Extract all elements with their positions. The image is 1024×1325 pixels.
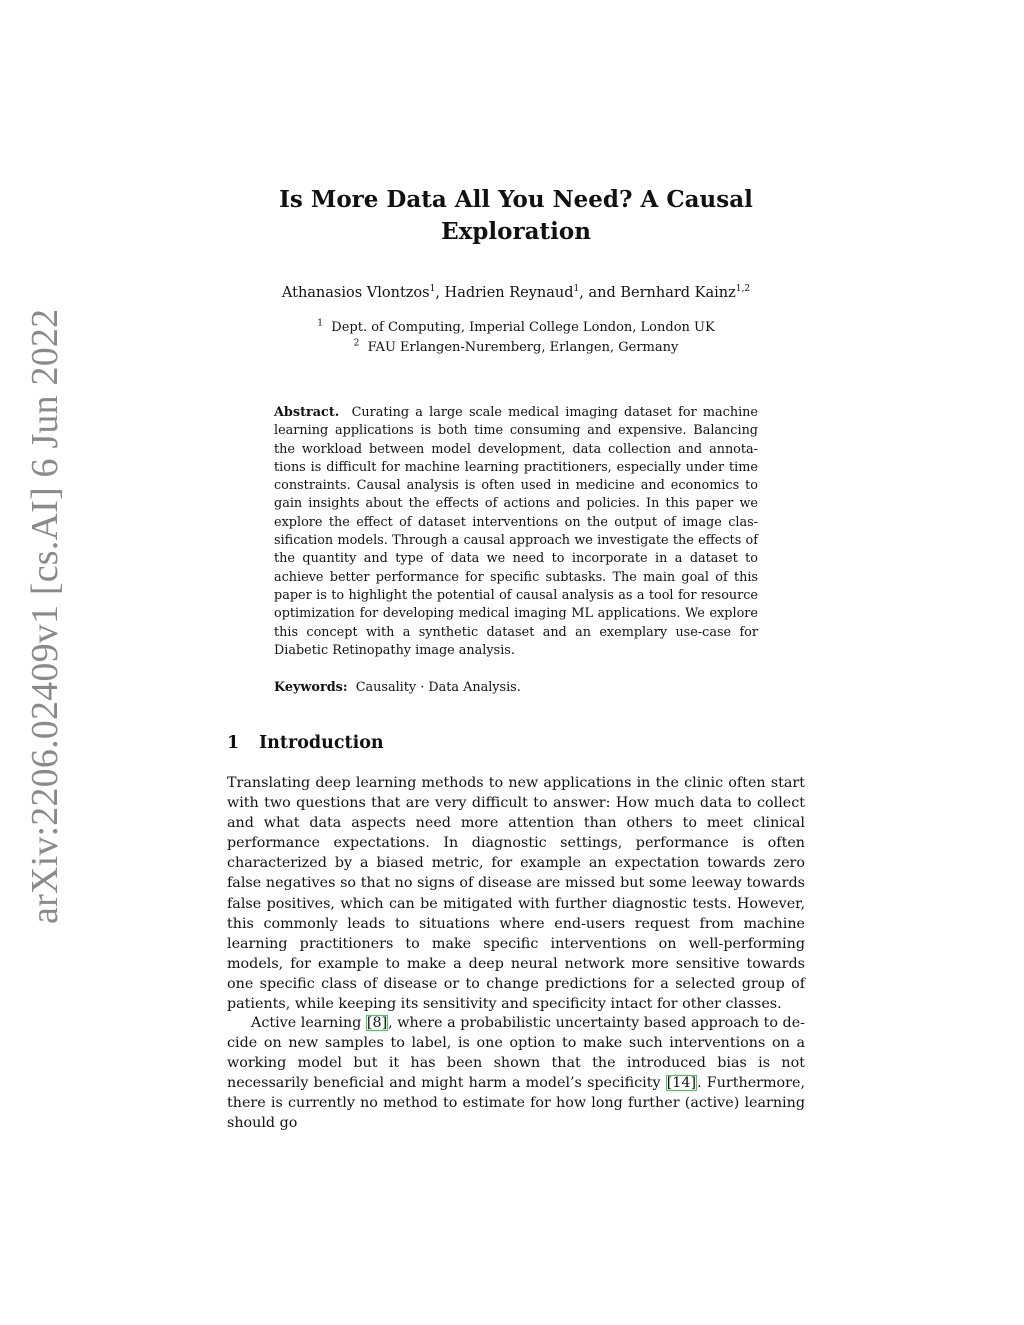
affiliation-text: Dept. of Computing, Imperial College London, London UK [331, 320, 715, 335]
body-paragraph [227, 1013, 805, 1134]
section-title: Introduction [259, 733, 384, 753]
body-paragraph: Translating deep learning methods to new applications in the clinic often start with two questions that are very difficult to answer: How much data to collect and what data aspects need more attention than others to meet clinical performance expectations. In diagnostic settings, performance is often characterized by a biased metric, for example an expectation towards zero false negatives so that no signs of disease are missed but some leeway towards false positives, which can be mitigated with further diagnostic tests. However, this commonly leads to situations where end-users request from machine learning practitioners to make specific interventions on well-performing models, for example to make a deep neural network more sensitive towards one specific class of disease or to change predictions for a selected group of patients, while keeping its sensitivity and specificity intact for other classes. [227, 775, 805, 1013]
abstract-text: Curating a large scale medical imaging dataset for machine learning applications is both time consuming and expensive. Balancing the workload between model development, data collection and annotations is difficult for machine learning practitioners, especially under time constraints. Causal analysis is often used in medicine and economics to gain insights about the effects of actions and policies. In this paper we explore the effect of dataset interventions on the output of image classification models. Through a causal approach we investigate the effects of the quantity and type of data we need to incorporate in a dataset to achieve better performance for specific subtasks. The main goal of this paper is to highlight the potential of causal analysis as a tool for resource optimization for developing medical imaging ML applications. We explore this concept with a synthetic dataset and an exemplary use-case for Diabetic Retinopathy image analysis. [274, 405, 758, 658]
author-affiliation-mark: 1,2 [735, 284, 751, 295]
paragraph-text: Active learning [251, 1015, 366, 1031]
keywords-text: Causality · Data Analysis. [355, 680, 521, 695]
author-separator: , and [579, 285, 621, 301]
author-name: Hadrien Reynaud [444, 285, 574, 301]
author-affiliation-mark: 1 [573, 284, 580, 295]
affiliation-list [227, 318, 805, 357]
arxiv-identifier-stamp: arXiv:2206.02409v1 [cs.AI] 6 Jun 2022 [24, 308, 66, 924]
affiliation-item [227, 318, 805, 338]
affiliation-item [227, 338, 805, 358]
author-name: Bernhard Kainz [620, 285, 736, 301]
keywords [274, 679, 758, 697]
author-name: Athanasios Vlontzos [281, 285, 430, 301]
keywords-label: Keywords: [274, 680, 348, 695]
citation-link[interactable]: [8] [366, 1015, 388, 1031]
paragraph-text: , where a probabilistic uncertainty based approach to decide on new samples to label, is one option to make such interventions on a working model but it has been shown that the introduced bias is not necessarily beneficial and might harm a model’s specificity [227, 1015, 805, 1092]
affiliation-mark: 1 [317, 318, 324, 329]
citation-link[interactable]: [14] [666, 1075, 697, 1092]
paper-title: Is More Data All You Need? A Causal Exploration [279, 186, 753, 245]
section-heading-introduction [227, 730, 805, 756]
affiliation-mark: 2 [353, 338, 360, 349]
author-list [227, 282, 805, 304]
author-affiliation-mark: 1 [429, 284, 436, 295]
affiliation-text: FAU Erlangen-Nuremberg, Erlangen, Germany [367, 339, 679, 355]
abstract-label: Abstract. [274, 405, 340, 420]
paragraph-text: . Furthermore, there is currently no method to estimate for how long further (active) learning should go [227, 1075, 805, 1132]
author-separator: , [435, 285, 445, 301]
abstract [274, 404, 758, 660]
section-number: 1 [227, 733, 240, 753]
